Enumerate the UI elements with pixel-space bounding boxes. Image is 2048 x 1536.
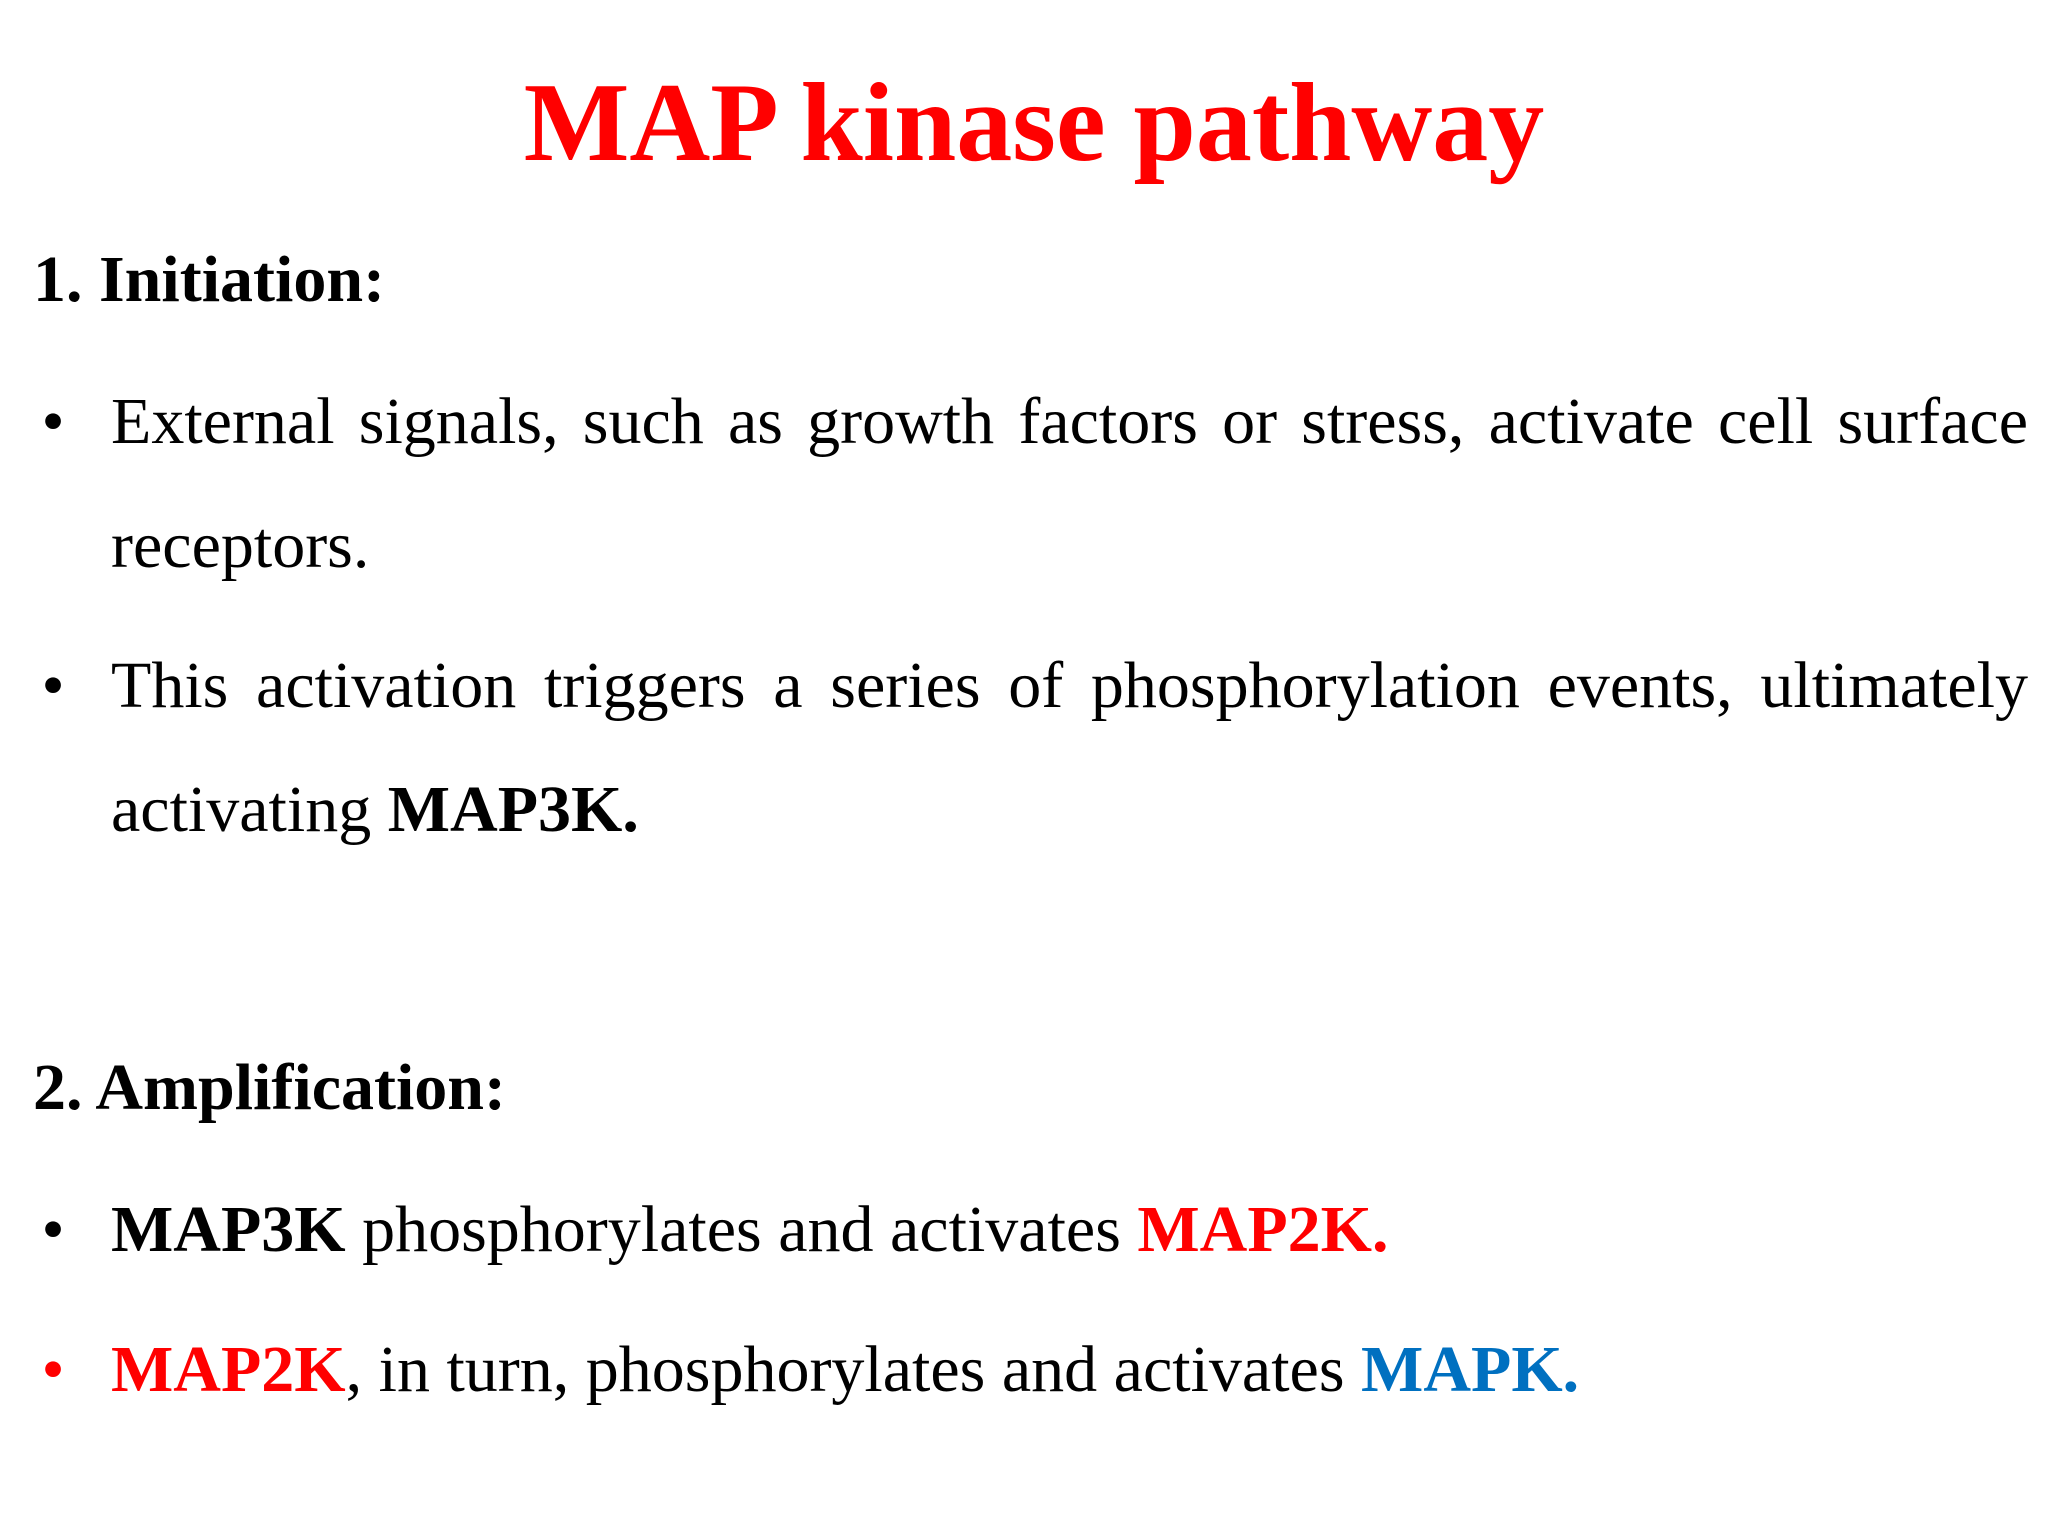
bullet-dot-icon: • <box>41 385 65 458</box>
bullet-text <box>111 1308 2028 1432</box>
slide-title: MAP kinase pathway <box>523 61 1545 185</box>
bullet-text: External signals, such as growth factors or stress, activate cell surface receptors. <box>111 385 2028 582</box>
term-map3k: MAP3K. <box>387 773 639 846</box>
bullet-text-plain: , in turn, phosphorylates and activates <box>345 1333 1362 1406</box>
bullet-dot-icon: • <box>41 649 65 722</box>
term-map3k: MAP3K <box>111 1193 346 1266</box>
bullet-map2k-activates <box>33 1308 2028 1432</box>
bullet-text-plain: phosphorylates and activates <box>345 1193 1138 1266</box>
section-heading-initiation: 1. Initiation: <box>33 243 386 316</box>
bullet-text-plain: This activation triggers a series of phosphorylation events, ultimately activating <box>111 649 2028 846</box>
term-mapk: MAPK. <box>1361 1333 1580 1406</box>
bullet-external-signals <box>33 360 2028 608</box>
term-map2k: MAP2K <box>111 1333 346 1406</box>
term-map2k: MAP2K. <box>1137 1193 1389 1266</box>
bullet-text <box>111 624 2028 872</box>
bullet-dot-icon: • <box>41 1193 65 1266</box>
section-heading-amplification: 2. Amplification: <box>33 1051 506 1124</box>
bullet-dot-icon: • <box>41 1333 65 1406</box>
bullet-map3k-activates <box>33 1168 2028 1292</box>
bullet-text <box>111 1168 2028 1292</box>
bullet-activation-triggers <box>33 624 2028 872</box>
